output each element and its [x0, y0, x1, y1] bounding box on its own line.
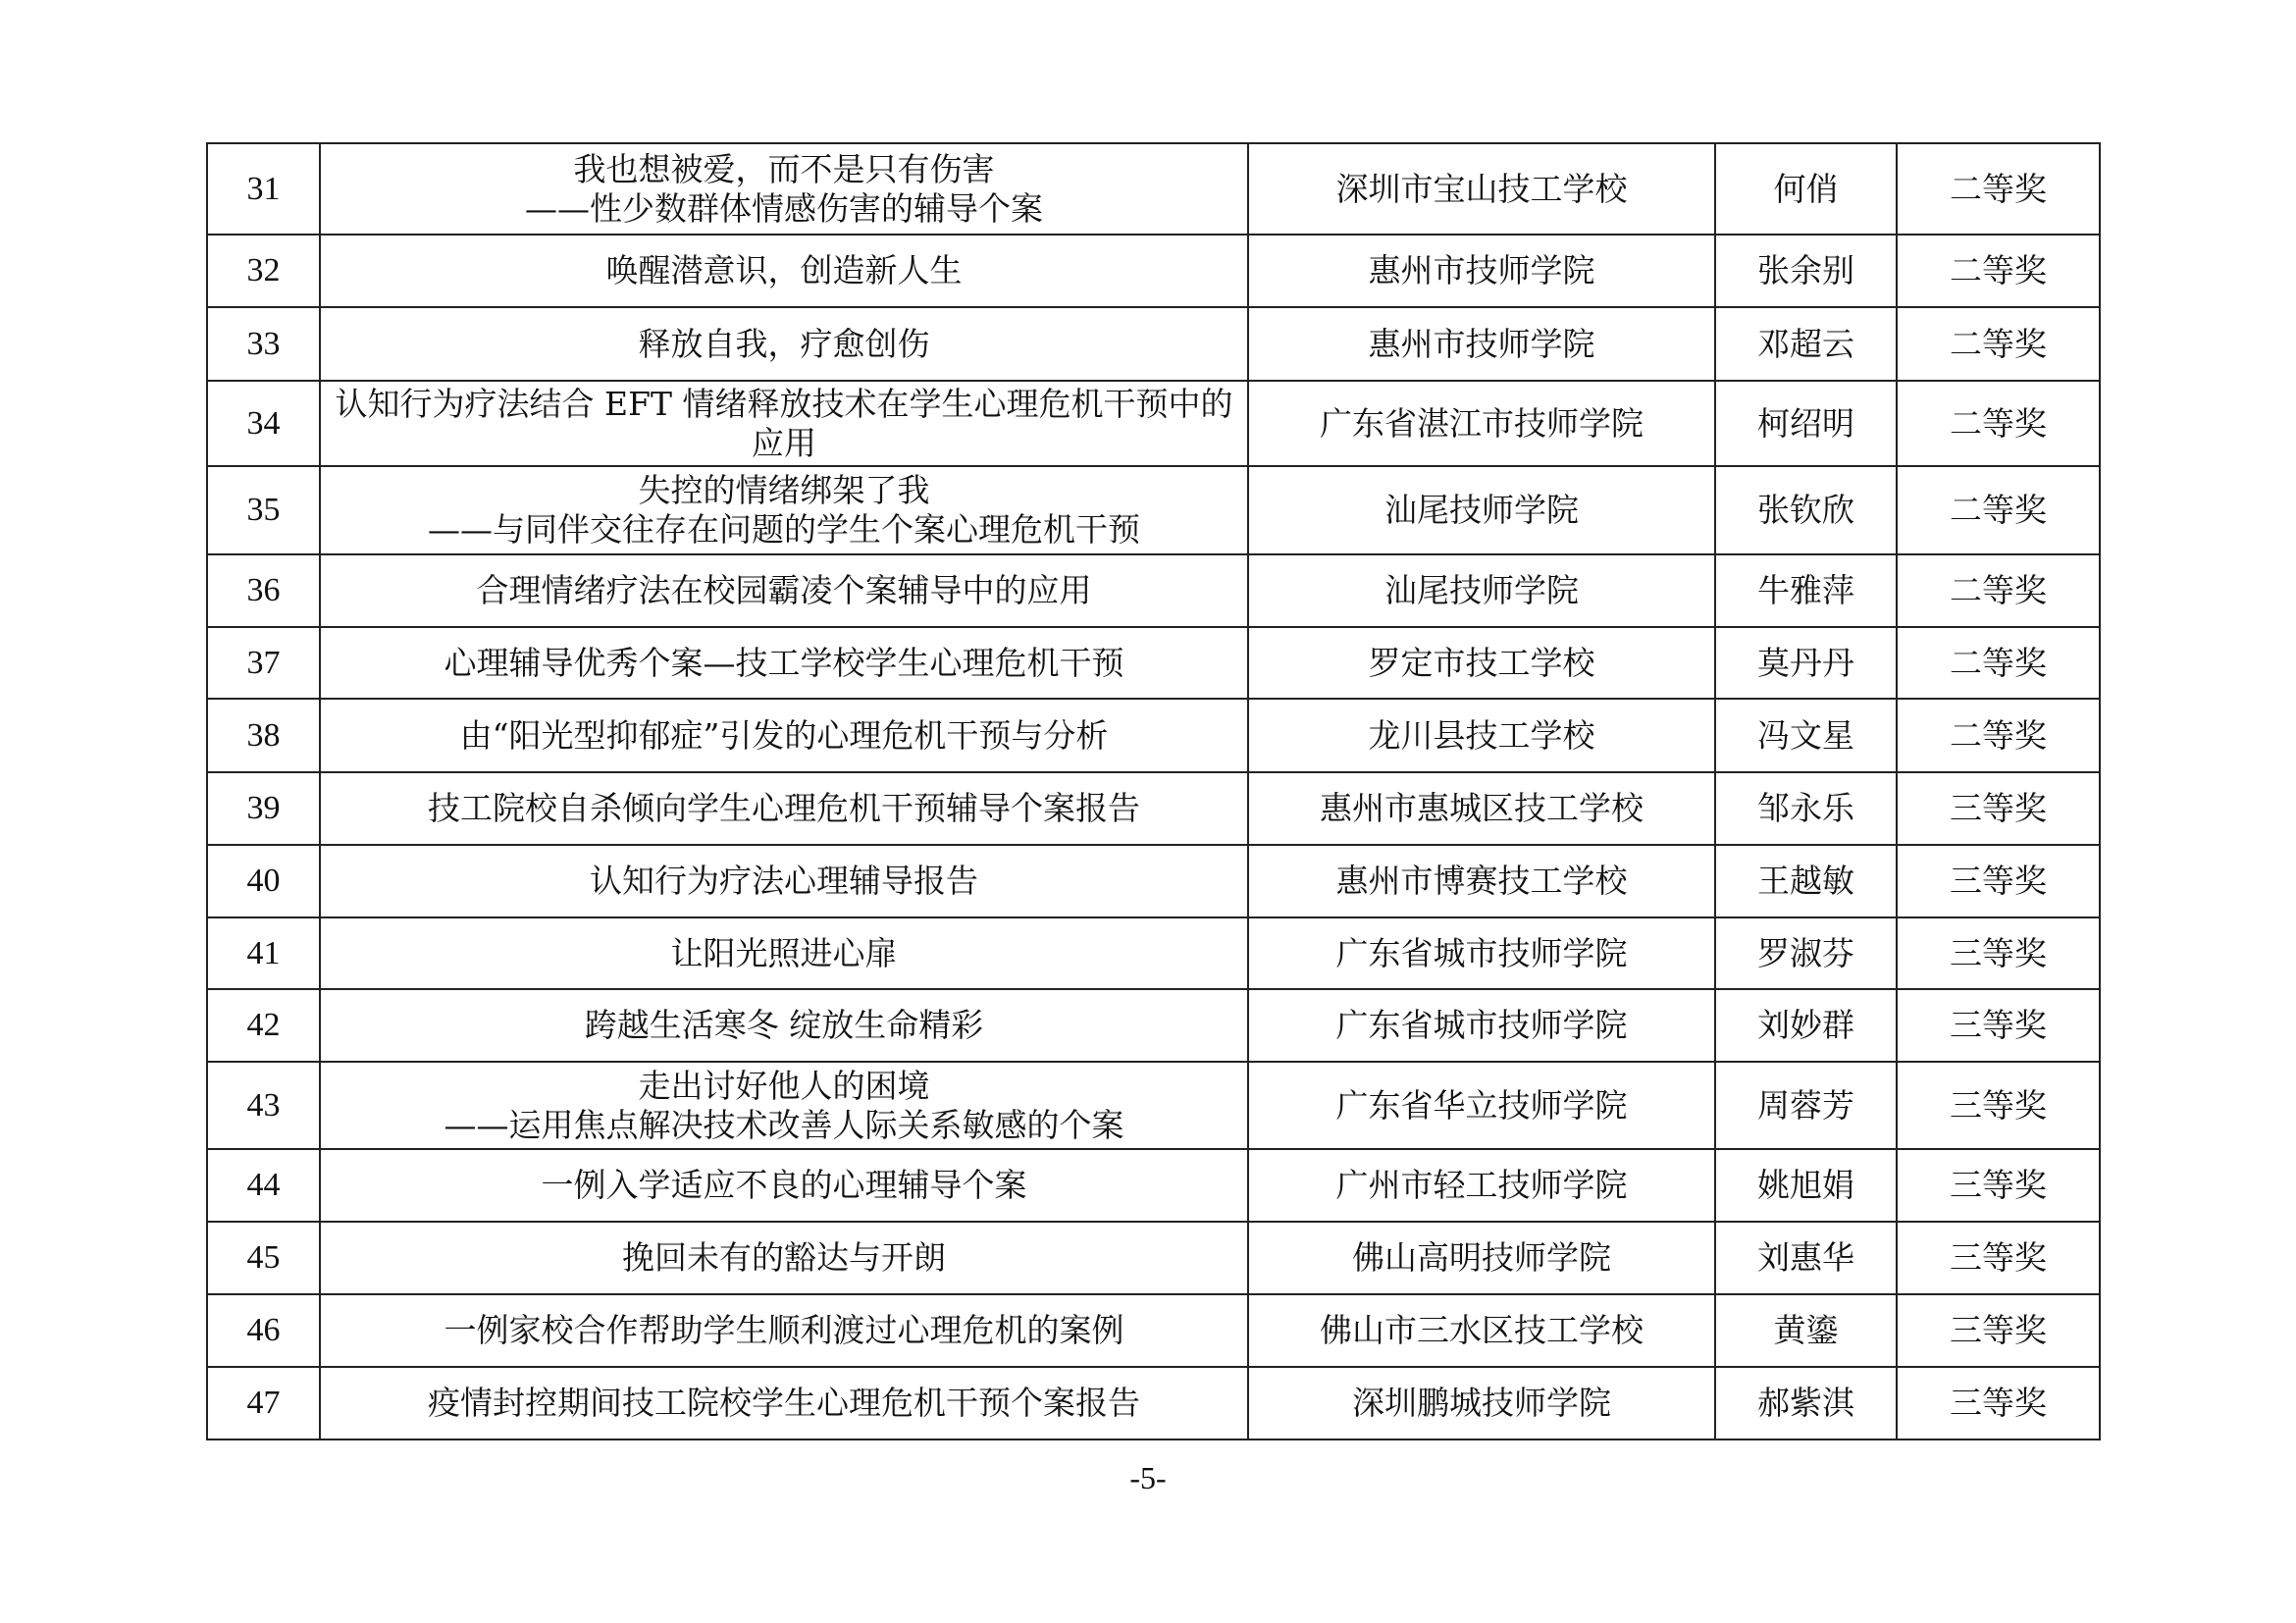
row-number: 36 [207, 554, 320, 627]
author-name: 邓超云 [1715, 307, 1897, 381]
case-title-line: 疫情封控期间技工院校学生心理危机干预个案报告 [428, 1384, 1140, 1422]
award-level: 二等奖 [1897, 554, 2100, 627]
author-name: 柯绍明 [1715, 381, 1897, 466]
table-row [207, 699, 2100, 772]
case-title-line: 释放自我，疗愈创伤 [638, 324, 930, 363]
case-title-line: 认知行为疗法心理辅导报告 [590, 862, 978, 900]
case-title [320, 1367, 1248, 1440]
award-level: 三等奖 [1897, 1294, 2100, 1367]
row-number: 33 [207, 307, 320, 381]
school-name: 惠州市技师学院 [1248, 307, 1715, 381]
row-number: 38 [207, 699, 320, 772]
award-level: 三等奖 [1897, 1222, 2100, 1294]
school-name: 惠州市技师学院 [1248, 235, 1715, 307]
case-title-line: 技工院校自杀倾向学生心理危机干预辅导个案报告 [428, 789, 1140, 827]
school-name: 佛山高明技师学院 [1248, 1222, 1715, 1294]
table-row [207, 1062, 2100, 1149]
table-row [207, 307, 2100, 381]
author-name: 姚旭娟 [1715, 1149, 1897, 1222]
case-title-line: 一例家校合作帮助学生顺利渡过心理危机的案例 [444, 1311, 1124, 1349]
case-title-line: 认知行为疗法结合 EFT 情绪释放技术在学生心理危机干预中的 [335, 384, 1233, 423]
table-row [207, 1222, 2100, 1294]
case-title-line: 挽回未有的豁达与开朗 [622, 1238, 946, 1277]
award-table [206, 142, 2101, 1440]
school-name: 罗定市技工学校 [1248, 627, 1715, 699]
author-name: 周蓉芳 [1715, 1062, 1897, 1149]
school-name: 广东省湛江市技师学院 [1248, 381, 1715, 466]
case-title-line: 应用 [752, 423, 816, 462]
row-number: 39 [207, 772, 320, 845]
case-title-line: ——运用焦点解决技术改善人际关系敏感的个案 [444, 1105, 1124, 1144]
case-title [320, 381, 1248, 466]
award-level: 三等奖 [1897, 772, 2100, 845]
school-name: 汕尾技师学院 [1248, 554, 1715, 627]
school-name: 汕尾技师学院 [1248, 466, 1715, 554]
row-number: 31 [207, 143, 320, 235]
table-row [207, 989, 2100, 1062]
case-title-line: ——与同伴交往存在问题的学生个案心理危机干预 [428, 510, 1140, 549]
award-level: 三等奖 [1897, 845, 2100, 917]
author-name: 张余别 [1715, 235, 1897, 307]
award-table-body [207, 143, 2100, 1440]
school-name: 龙川县技工学校 [1248, 699, 1715, 772]
school-name: 佛山市三水区技工学校 [1248, 1294, 1715, 1367]
table-row [207, 1294, 2100, 1367]
table-row [207, 772, 2100, 845]
case-title [320, 699, 1248, 772]
school-name: 广州市轻工技师学院 [1248, 1149, 1715, 1222]
row-number: 32 [207, 235, 320, 307]
award-level: 二等奖 [1897, 381, 2100, 466]
case-title [320, 1222, 1248, 1294]
award-level: 二等奖 [1897, 143, 2100, 235]
school-name: 惠州市惠城区技工学校 [1248, 772, 1715, 845]
row-number: 47 [207, 1367, 320, 1440]
page-number: -5- [1129, 1460, 1167, 1495]
row-number: 45 [207, 1222, 320, 1294]
author-name: 冯文星 [1715, 699, 1897, 772]
table-row [207, 627, 2100, 699]
school-name: 广东省城市技师学院 [1248, 989, 1715, 1062]
row-number: 40 [207, 845, 320, 917]
award-level: 二等奖 [1897, 627, 2100, 699]
author-name: 何俏 [1715, 143, 1897, 235]
table-row [207, 554, 2100, 627]
case-title-line: ——性少数群体情感伤害的辅导个案 [525, 188, 1043, 228]
case-title [320, 917, 1248, 989]
school-name: 广东省华立技师学院 [1248, 1062, 1715, 1149]
author-name: 刘妙群 [1715, 989, 1897, 1062]
case-title [320, 1149, 1248, 1222]
case-title [320, 554, 1248, 627]
case-title-line: 唤醒潜意识，创造新人生 [605, 251, 963, 289]
author-name: 黄鎏 [1715, 1294, 1897, 1367]
table-row [207, 235, 2100, 307]
school-name: 深圳市宝山技工学校 [1248, 143, 1715, 235]
case-title-line: 合理情绪疗法在校园霸凌个案辅导中的应用 [476, 571, 1092, 609]
row-number: 44 [207, 1149, 320, 1222]
table-row [207, 845, 2100, 917]
case-title-line: 跨越生活寒冬 绽放生命精彩 [584, 1006, 984, 1044]
table-row [207, 381, 2100, 466]
table-row [207, 466, 2100, 554]
school-name: 惠州市博赛技工学校 [1248, 845, 1715, 917]
case-title [320, 1294, 1248, 1367]
award-level: 三等奖 [1897, 917, 2100, 989]
school-name: 广东省城市技师学院 [1248, 917, 1715, 989]
case-title [320, 466, 1248, 554]
author-name: 张钦欣 [1715, 466, 1897, 554]
award-level: 二等奖 [1897, 466, 2100, 554]
case-title-line: 一例入学适应不良的心理辅导个案 [541, 1166, 1027, 1204]
award-level: 二等奖 [1897, 235, 2100, 307]
case-title [320, 772, 1248, 845]
case-title-line: 由“阳光型抑郁症”引发的心理危机干预与分析 [459, 715, 1109, 755]
row-number: 43 [207, 1062, 320, 1149]
award-level: 三等奖 [1897, 1367, 2100, 1440]
case-title-line: 让阳光照进心扉 [670, 933, 898, 972]
author-name: 王越敏 [1715, 845, 1897, 917]
case-title-line: 心理辅导优秀个案—技工学校学生心理危机干预 [444, 643, 1124, 682]
case-title-line: 失控的情绪绑架了我 [638, 471, 930, 509]
case-title [320, 989, 1248, 1062]
author-name: 莫丹丹 [1715, 627, 1897, 699]
case-title [320, 845, 1248, 917]
author-name: 罗淑芬 [1715, 917, 1897, 989]
row-number: 42 [207, 989, 320, 1062]
case-title-line: 我也想被爱，而不是只有伤害 [573, 149, 995, 188]
school-name: 深圳鹏城技师学院 [1248, 1367, 1715, 1440]
author-name: 郝紫淇 [1715, 1367, 1897, 1440]
table-row [207, 1149, 2100, 1222]
author-name: 邹永乐 [1715, 772, 1897, 845]
author-name: 刘惠华 [1715, 1222, 1897, 1294]
case-title [320, 627, 1248, 699]
case-title [320, 1062, 1248, 1149]
case-title [320, 307, 1248, 381]
case-title [320, 143, 1248, 235]
award-level: 三等奖 [1897, 1062, 2100, 1149]
row-number: 37 [207, 627, 320, 699]
award-level: 二等奖 [1897, 307, 2100, 381]
table-row [207, 143, 2100, 235]
row-number: 41 [207, 917, 320, 989]
row-number: 46 [207, 1294, 320, 1367]
case-title [320, 235, 1248, 307]
case-title-line: 走出讨好他人的困境 [638, 1066, 930, 1105]
award-level: 三等奖 [1897, 989, 2100, 1062]
award-level: 三等奖 [1897, 1149, 2100, 1222]
table-row [207, 1367, 2100, 1440]
award-level: 二等奖 [1897, 699, 2100, 772]
row-number: 34 [207, 381, 320, 466]
author-name: 牛雅萍 [1715, 554, 1897, 627]
row-number: 35 [207, 466, 320, 554]
table-row [207, 917, 2100, 989]
